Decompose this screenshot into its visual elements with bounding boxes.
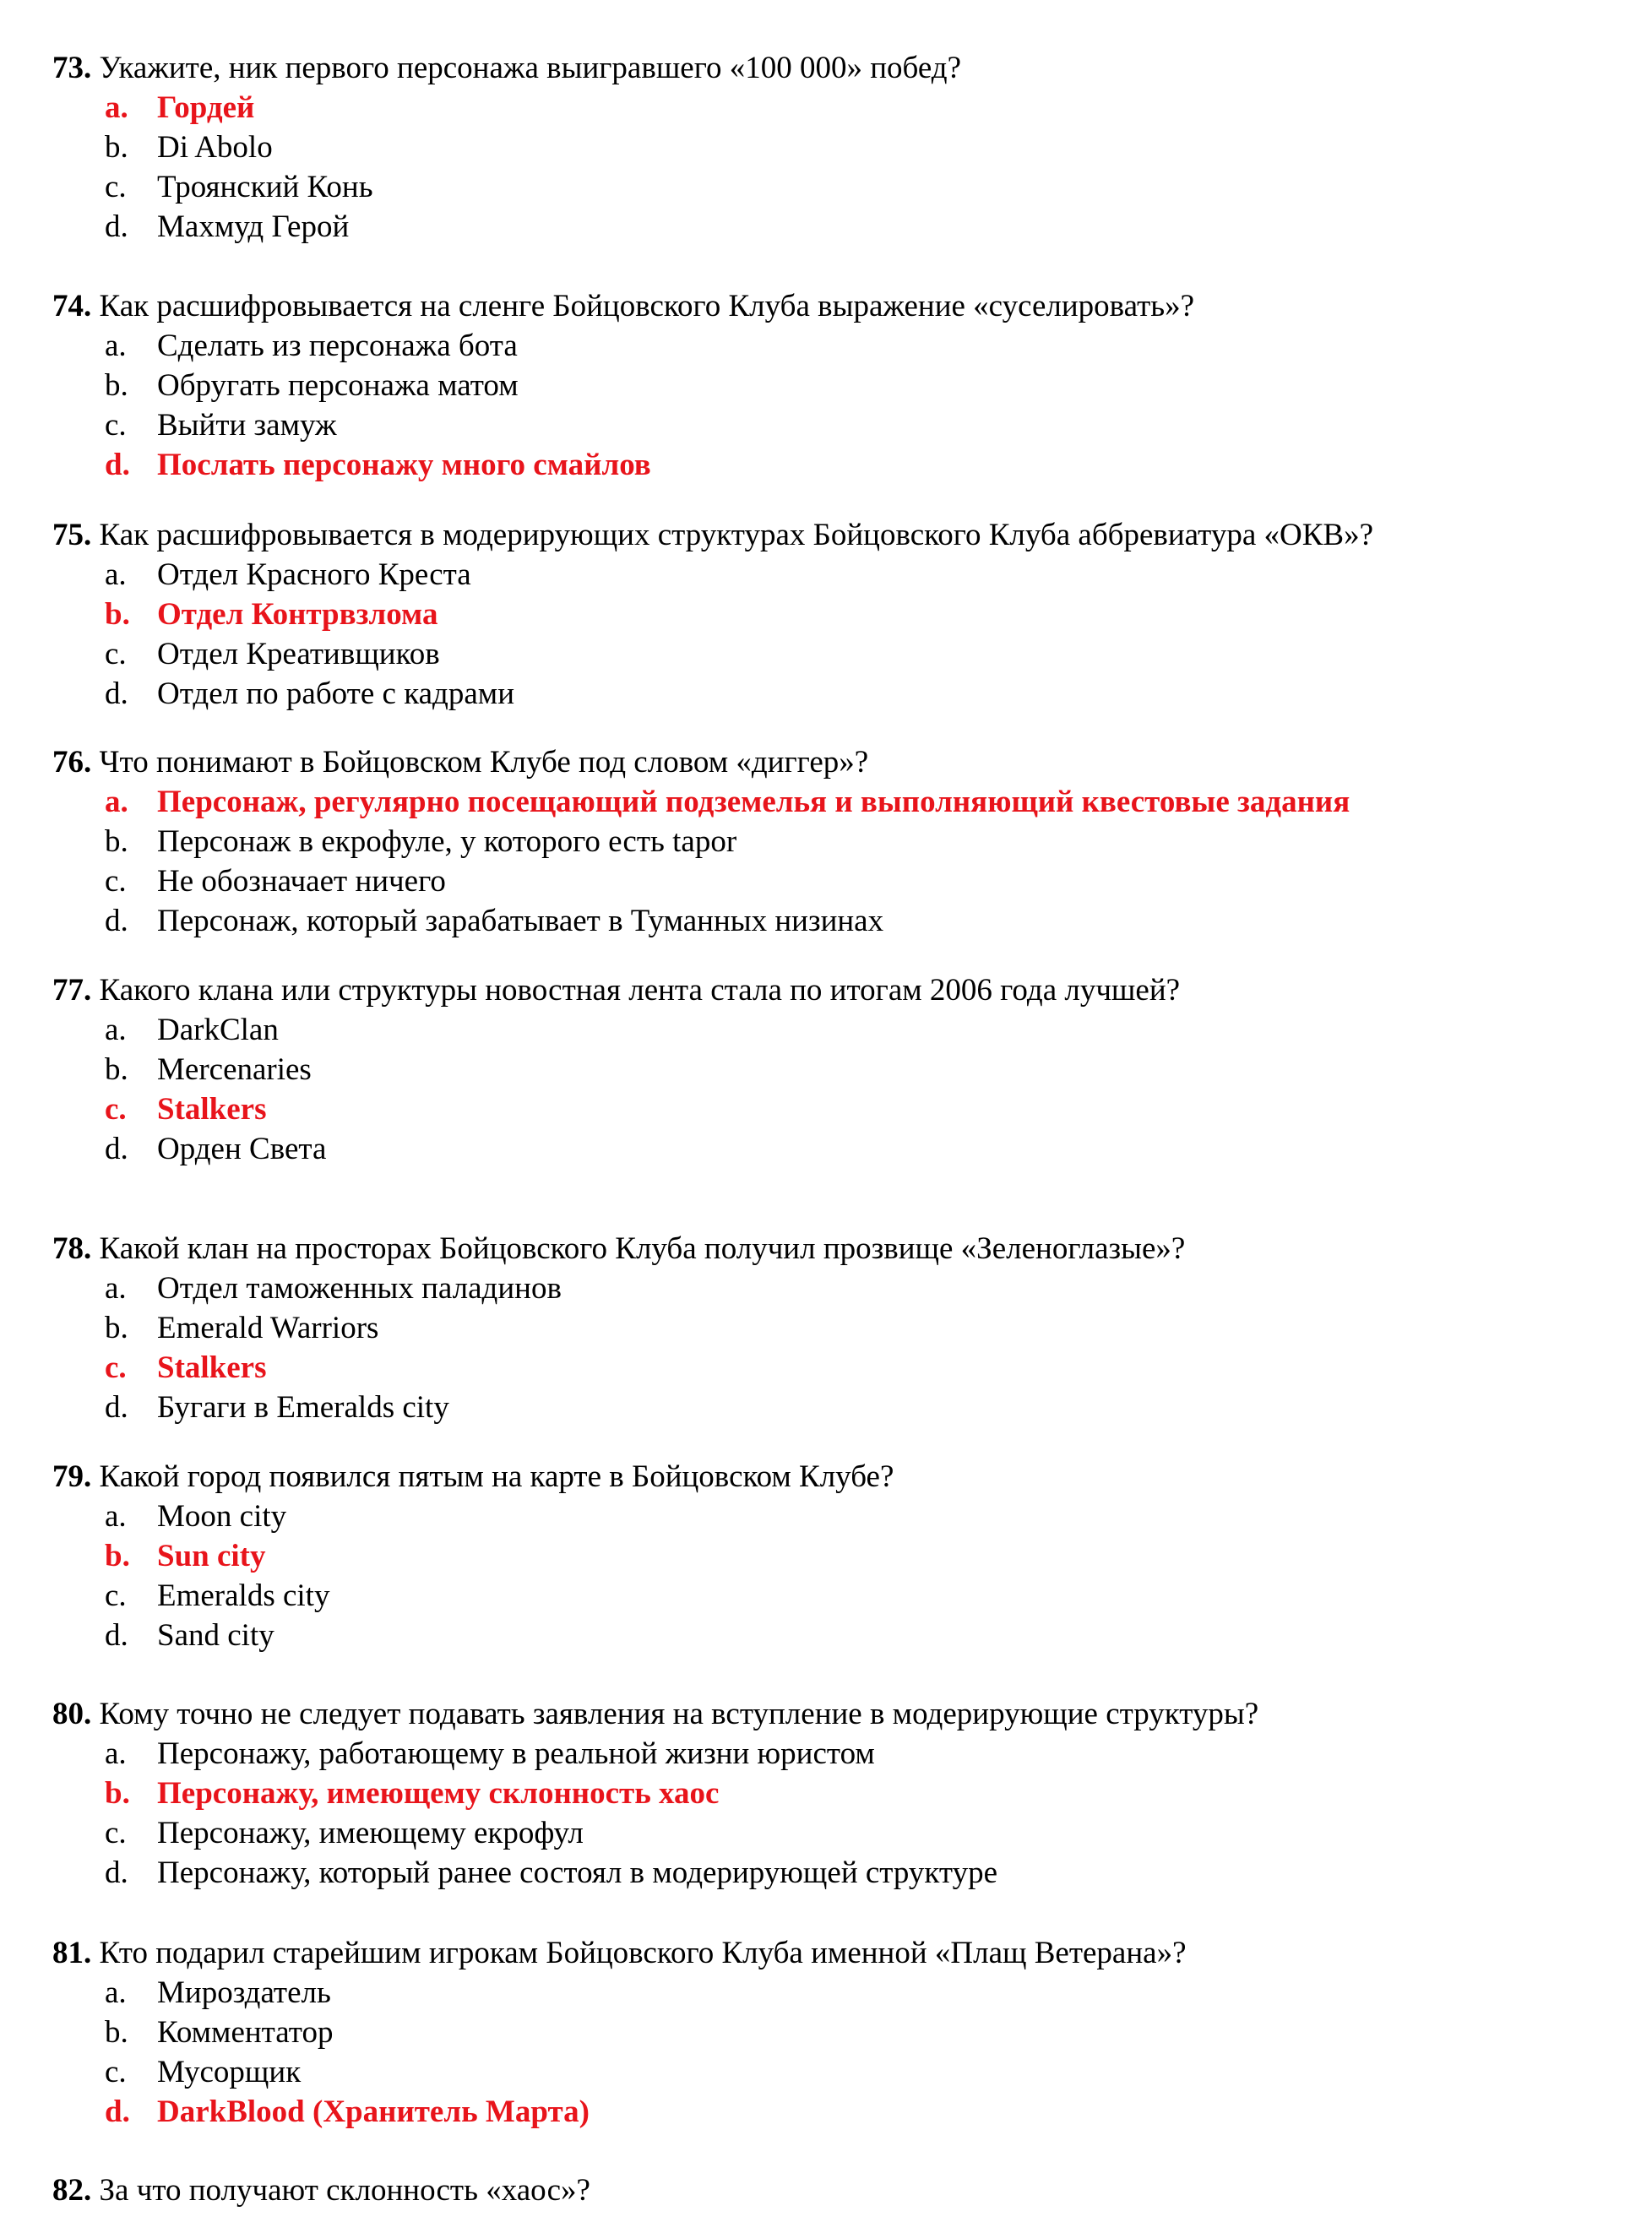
option-text: Sun city bbox=[157, 1539, 266, 1573]
option-text: Di Abolo bbox=[157, 130, 273, 165]
option-c bbox=[52, 1576, 1623, 1616]
option-text: Послать персонажу много смайлов bbox=[157, 448, 651, 482]
option-a bbox=[52, 555, 1623, 595]
option-d bbox=[52, 674, 1623, 714]
option-b bbox=[52, 1308, 1623, 1348]
question-80 bbox=[52, 1694, 1623, 1893]
option-b bbox=[52, 1774, 1623, 1813]
option-letter: b. bbox=[105, 368, 128, 403]
option-text: Персонажу, который ранее состоял в модерирующей структуре bbox=[157, 1855, 998, 1890]
question-number: 81. bbox=[52, 1936, 92, 1970]
question-text: Кто подарил старейшим игрокам Бойцовского Клуба именной «Плащ Ветерана»? bbox=[99, 1936, 1187, 1970]
question-text: Кому точно не следует подавать заявления на вступление в модерирующие структуры? bbox=[99, 1697, 1259, 1731]
option-text: Троянский Конь bbox=[157, 170, 373, 204]
question-text: Как расшифровывается в модерирующих структурах Бойцовского Клуба аббревиатура «ОКВ»? bbox=[99, 518, 1373, 552]
option-b bbox=[52, 1536, 1623, 1576]
option-text: Махмуд Герой bbox=[157, 209, 350, 244]
question-line bbox=[52, 48, 1623, 88]
question-line bbox=[52, 1933, 1623, 1973]
question-text: Какого клана или структуры новостная лента стала по итогам 2006 года лучшей? bbox=[99, 973, 1181, 1008]
question-line bbox=[52, 970, 1623, 1010]
question-text: Что понимают в Бойцовском Клубе под словом «диггер»? bbox=[99, 745, 869, 780]
question-78 bbox=[52, 1229, 1623, 1427]
option-letter: b. bbox=[105, 1311, 128, 1345]
option-d bbox=[52, 207, 1623, 247]
option-text: Выйти замуж bbox=[157, 408, 337, 443]
option-text: Мироздатель bbox=[157, 1975, 331, 2010]
option-a bbox=[52, 1973, 1623, 2013]
option-d bbox=[52, 1853, 1623, 1893]
option-letter: d. bbox=[105, 1618, 128, 1653]
option-letter: d. bbox=[105, 1855, 128, 1890]
option-letter: c. bbox=[105, 408, 127, 443]
option-text: Отдел по работе с кадрами bbox=[157, 676, 514, 711]
option-letter: b. bbox=[105, 1539, 130, 1573]
option-letter: c. bbox=[105, 1350, 127, 1385]
option-c bbox=[52, 405, 1623, 445]
option-a bbox=[52, 88, 1623, 128]
option-letter: c. bbox=[105, 637, 127, 671]
option-letter: d. bbox=[105, 448, 130, 482]
option-b bbox=[52, 2013, 1623, 2052]
option-text: Комментатор bbox=[157, 2015, 334, 2050]
option-d bbox=[52, 1129, 1623, 1169]
option-text: Stalkers bbox=[157, 1092, 267, 1127]
option-d bbox=[52, 445, 1623, 485]
option-a bbox=[52, 1010, 1623, 1050]
option-b bbox=[52, 366, 1623, 405]
option-letter: d. bbox=[105, 1390, 128, 1425]
option-text: Stalkers bbox=[157, 1350, 267, 1385]
option-text: Персонажу, работающему в реальной жизни юристом bbox=[157, 1736, 875, 1771]
question-76 bbox=[52, 742, 1623, 941]
question-number: 77. bbox=[52, 973, 92, 1008]
question-line bbox=[52, 2171, 1623, 2210]
option-text: Персонажу, имеющему склонность хаос bbox=[157, 1776, 720, 1811]
option-letter: b. bbox=[105, 1052, 128, 1087]
question-line bbox=[52, 286, 1623, 326]
option-text: Персонаж в екрофуле, у которого есть tapor bbox=[157, 824, 737, 859]
question-line bbox=[52, 742, 1623, 782]
question-number: 79. bbox=[52, 1459, 92, 1494]
option-letter: d. bbox=[105, 209, 128, 244]
option-letter: b. bbox=[105, 130, 128, 165]
option-letter: c. bbox=[105, 1816, 127, 1850]
option-letter: b. bbox=[105, 824, 128, 859]
option-text: Отдел Контрвзлома bbox=[157, 597, 438, 632]
question-79 bbox=[52, 1457, 1623, 1655]
question-text: Укажите, ник первого персонажа выигравшего «100 000» побед? bbox=[99, 51, 962, 85]
question-77 bbox=[52, 970, 1623, 1169]
question-81 bbox=[52, 1933, 1623, 2132]
option-text: DarkBlood (Хранитель Марта) bbox=[157, 2094, 590, 2129]
option-b bbox=[52, 1050, 1623, 1089]
option-d bbox=[52, 901, 1623, 941]
option-letter: a. bbox=[105, 785, 128, 819]
option-text: Мусорщик bbox=[157, 2055, 302, 2089]
question-line bbox=[52, 1694, 1623, 1734]
option-text: Отдел Креативщиков bbox=[157, 637, 440, 671]
option-d bbox=[52, 1388, 1623, 1427]
option-letter: a. bbox=[105, 1271, 127, 1306]
option-letter: d. bbox=[105, 676, 128, 711]
question-text: Какой клан на просторах Бойцовского Клуба получил прозвище «Зеленоглазые»? bbox=[99, 1231, 1186, 1266]
option-text: DarkClan bbox=[157, 1013, 279, 1047]
option-text: Сделать из персонажа бота bbox=[157, 329, 518, 363]
option-text: Sand city bbox=[157, 1618, 274, 1653]
option-a bbox=[52, 1497, 1623, 1536]
question-number: 76. bbox=[52, 745, 92, 780]
option-c bbox=[52, 1089, 1623, 1129]
option-letter: c. bbox=[105, 1092, 127, 1127]
question-73 bbox=[52, 48, 1623, 247]
question-text: Как расшифровывается на сленге Бойцовского Клуба выражение «суселировать»? bbox=[99, 289, 1195, 323]
option-letter: d. bbox=[105, 2094, 130, 2129]
option-letter: b. bbox=[105, 1776, 130, 1811]
question-number: 80. bbox=[52, 1697, 92, 1731]
option-d bbox=[52, 1616, 1623, 1655]
option-c bbox=[52, 167, 1623, 207]
option-letter: b. bbox=[105, 2015, 128, 2050]
option-b bbox=[52, 128, 1623, 167]
option-text: Бугаги в Emeralds city bbox=[157, 1390, 449, 1425]
option-text: Moon city bbox=[157, 1499, 287, 1534]
option-b bbox=[52, 595, 1623, 634]
option-letter: b. bbox=[105, 597, 130, 632]
option-c bbox=[52, 1813, 1623, 1853]
option-c bbox=[52, 861, 1623, 901]
option-text: Персонаж, регулярно посещающий подземелья и выполняющий квестовые задания bbox=[157, 785, 1350, 819]
option-a bbox=[52, 782, 1623, 822]
question-74 bbox=[52, 286, 1623, 485]
question-line bbox=[52, 515, 1623, 555]
question-75 bbox=[52, 515, 1623, 714]
option-letter: c. bbox=[105, 864, 127, 899]
option-text: Emerald Warriors bbox=[157, 1311, 379, 1345]
option-c bbox=[52, 2052, 1623, 2092]
option-text: Mercenaries bbox=[157, 1052, 312, 1087]
option-a bbox=[52, 326, 1623, 366]
option-text: Emeralds city bbox=[157, 1578, 330, 1613]
option-letter: a. bbox=[105, 329, 127, 363]
question-number: 73. bbox=[52, 51, 92, 85]
option-text: Орден Света bbox=[157, 1132, 327, 1166]
option-c bbox=[52, 1348, 1623, 1388]
option-a bbox=[52, 1269, 1623, 1308]
option-letter: d. bbox=[105, 1132, 128, 1166]
question-number: 75. bbox=[52, 518, 92, 552]
option-letter: a. bbox=[105, 1013, 127, 1047]
option-letter: a. bbox=[105, 557, 127, 592]
option-letter: d. bbox=[105, 904, 128, 938]
question-line bbox=[52, 1229, 1623, 1269]
option-c bbox=[52, 634, 1623, 674]
question-82 bbox=[52, 2171, 1623, 2210]
option-text: Обругать персонажа матом bbox=[157, 368, 519, 403]
option-letter: a. bbox=[105, 1975, 127, 2010]
option-text: Гордей bbox=[157, 90, 255, 125]
option-letter: a. bbox=[105, 1736, 127, 1771]
question-number: 78. bbox=[52, 1231, 92, 1266]
option-text: Отдел таможенных паладинов bbox=[157, 1271, 562, 1306]
question-text: Какой город появился пятым на карте в Бойцовском Клубе? bbox=[99, 1459, 894, 1494]
question-line bbox=[52, 1457, 1623, 1497]
option-text: Персонаж, который зарабатывает в Туманных низинах bbox=[157, 904, 884, 938]
option-letter: c. bbox=[105, 170, 127, 204]
option-d bbox=[52, 2092, 1623, 2132]
question-number: 82. bbox=[52, 2173, 92, 2208]
question-number: 74. bbox=[52, 289, 92, 323]
option-text: Персонажу, имеющему екрофул bbox=[157, 1816, 584, 1850]
option-letter: a. bbox=[105, 90, 128, 125]
option-letter: a. bbox=[105, 1499, 127, 1534]
question-text: За что получают склонность «хаос»? bbox=[99, 2173, 590, 2208]
option-b bbox=[52, 822, 1623, 861]
option-text: Не обозначает ничего bbox=[157, 864, 446, 899]
option-letter: c. bbox=[105, 1578, 127, 1613]
option-text: Отдел Красного Креста bbox=[157, 557, 471, 592]
option-a bbox=[52, 1734, 1623, 1774]
option-letter: c. bbox=[105, 2055, 127, 2089]
